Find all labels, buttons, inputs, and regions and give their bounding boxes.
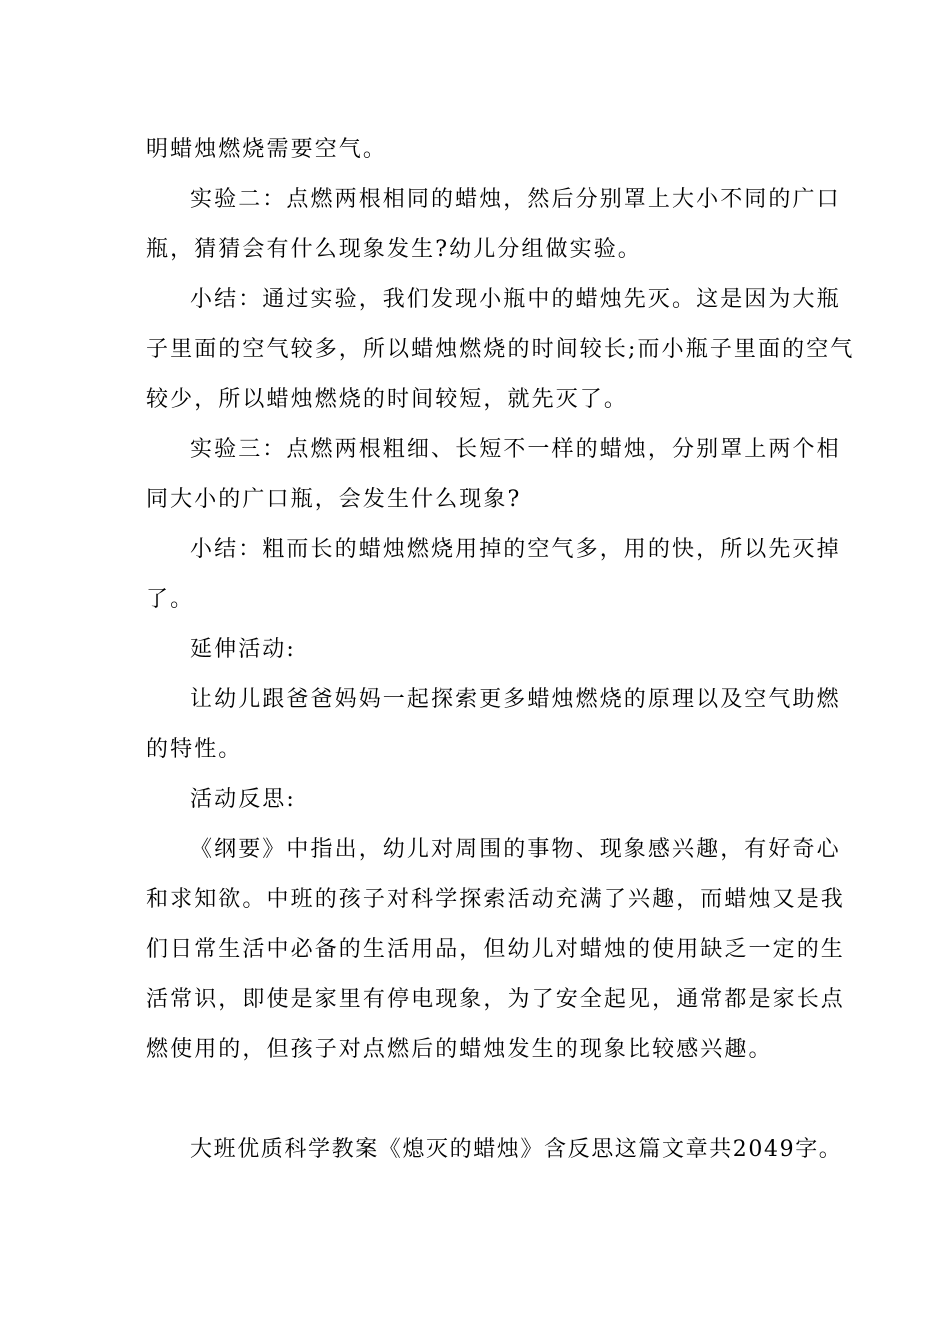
text-line: 小结：粗而长的蜡烛燃烧用掉的空气多，用的快，所以先灭掉	[190, 537, 841, 562]
section-heading: 活动反思:	[190, 787, 296, 812]
text-line: 的特性。	[146, 737, 243, 762]
text-line: 瓶，猜猜会有什么现象发生?幼儿分组做实验。	[146, 237, 642, 262]
text-line: 和求知欲。中班的孩子对科学探索活动充满了兴趣，而蜡烛又是我	[146, 887, 845, 912]
section-heading: 延伸活动:	[190, 637, 296, 662]
text-line: 让幼儿跟爸爸妈妈一起探索更多蜡烛燃烧的原理以及空气助燃	[190, 687, 841, 712]
text-line: 明蜡烛燃烧需要空气。	[146, 137, 388, 162]
text-line: 子里面的空气较多，所以蜡烛燃烧的时间较长;而小瓶子里面的空气	[146, 337, 855, 362]
text-line: 了。	[146, 587, 195, 612]
text-line: 燃使用的，但孩子对点燃后的蜡烛发生的现象比较感兴趣。	[146, 1037, 773, 1062]
text-line: 同大小的广口瓶，会发生什么现象?	[146, 487, 522, 512]
article-footer: 大班优质科学教案《熄灭的蜡烛》含反思这篇文章共2049字。	[190, 1137, 843, 1162]
text-line: 实验二：点燃两根相同的蜡烛，然后分别罩上大小不同的广口	[190, 187, 841, 212]
text-line: 《纲要》中指出，幼儿对周围的事物、现象感兴趣，有好奇心	[190, 837, 841, 862]
text-line: 实验三：点燃两根粗细、长短不一样的蜡烛，分别罩上两个相	[190, 437, 841, 462]
text-line: 较少，所以蜡烛燃烧的时间较短，就先灭了。	[146, 387, 629, 412]
text-line: 们日常生活中必备的生活用品，但幼儿对蜡烛的使用缺乏一定的生	[146, 937, 845, 962]
text-line: 小结：通过实验，我们发现小瓶中的蜡烛先灭。这是因为大瓶	[190, 287, 841, 312]
text-line: 活常识，即使是家里有停电现象，为了安全起见，通常都是家长点	[146, 987, 845, 1012]
